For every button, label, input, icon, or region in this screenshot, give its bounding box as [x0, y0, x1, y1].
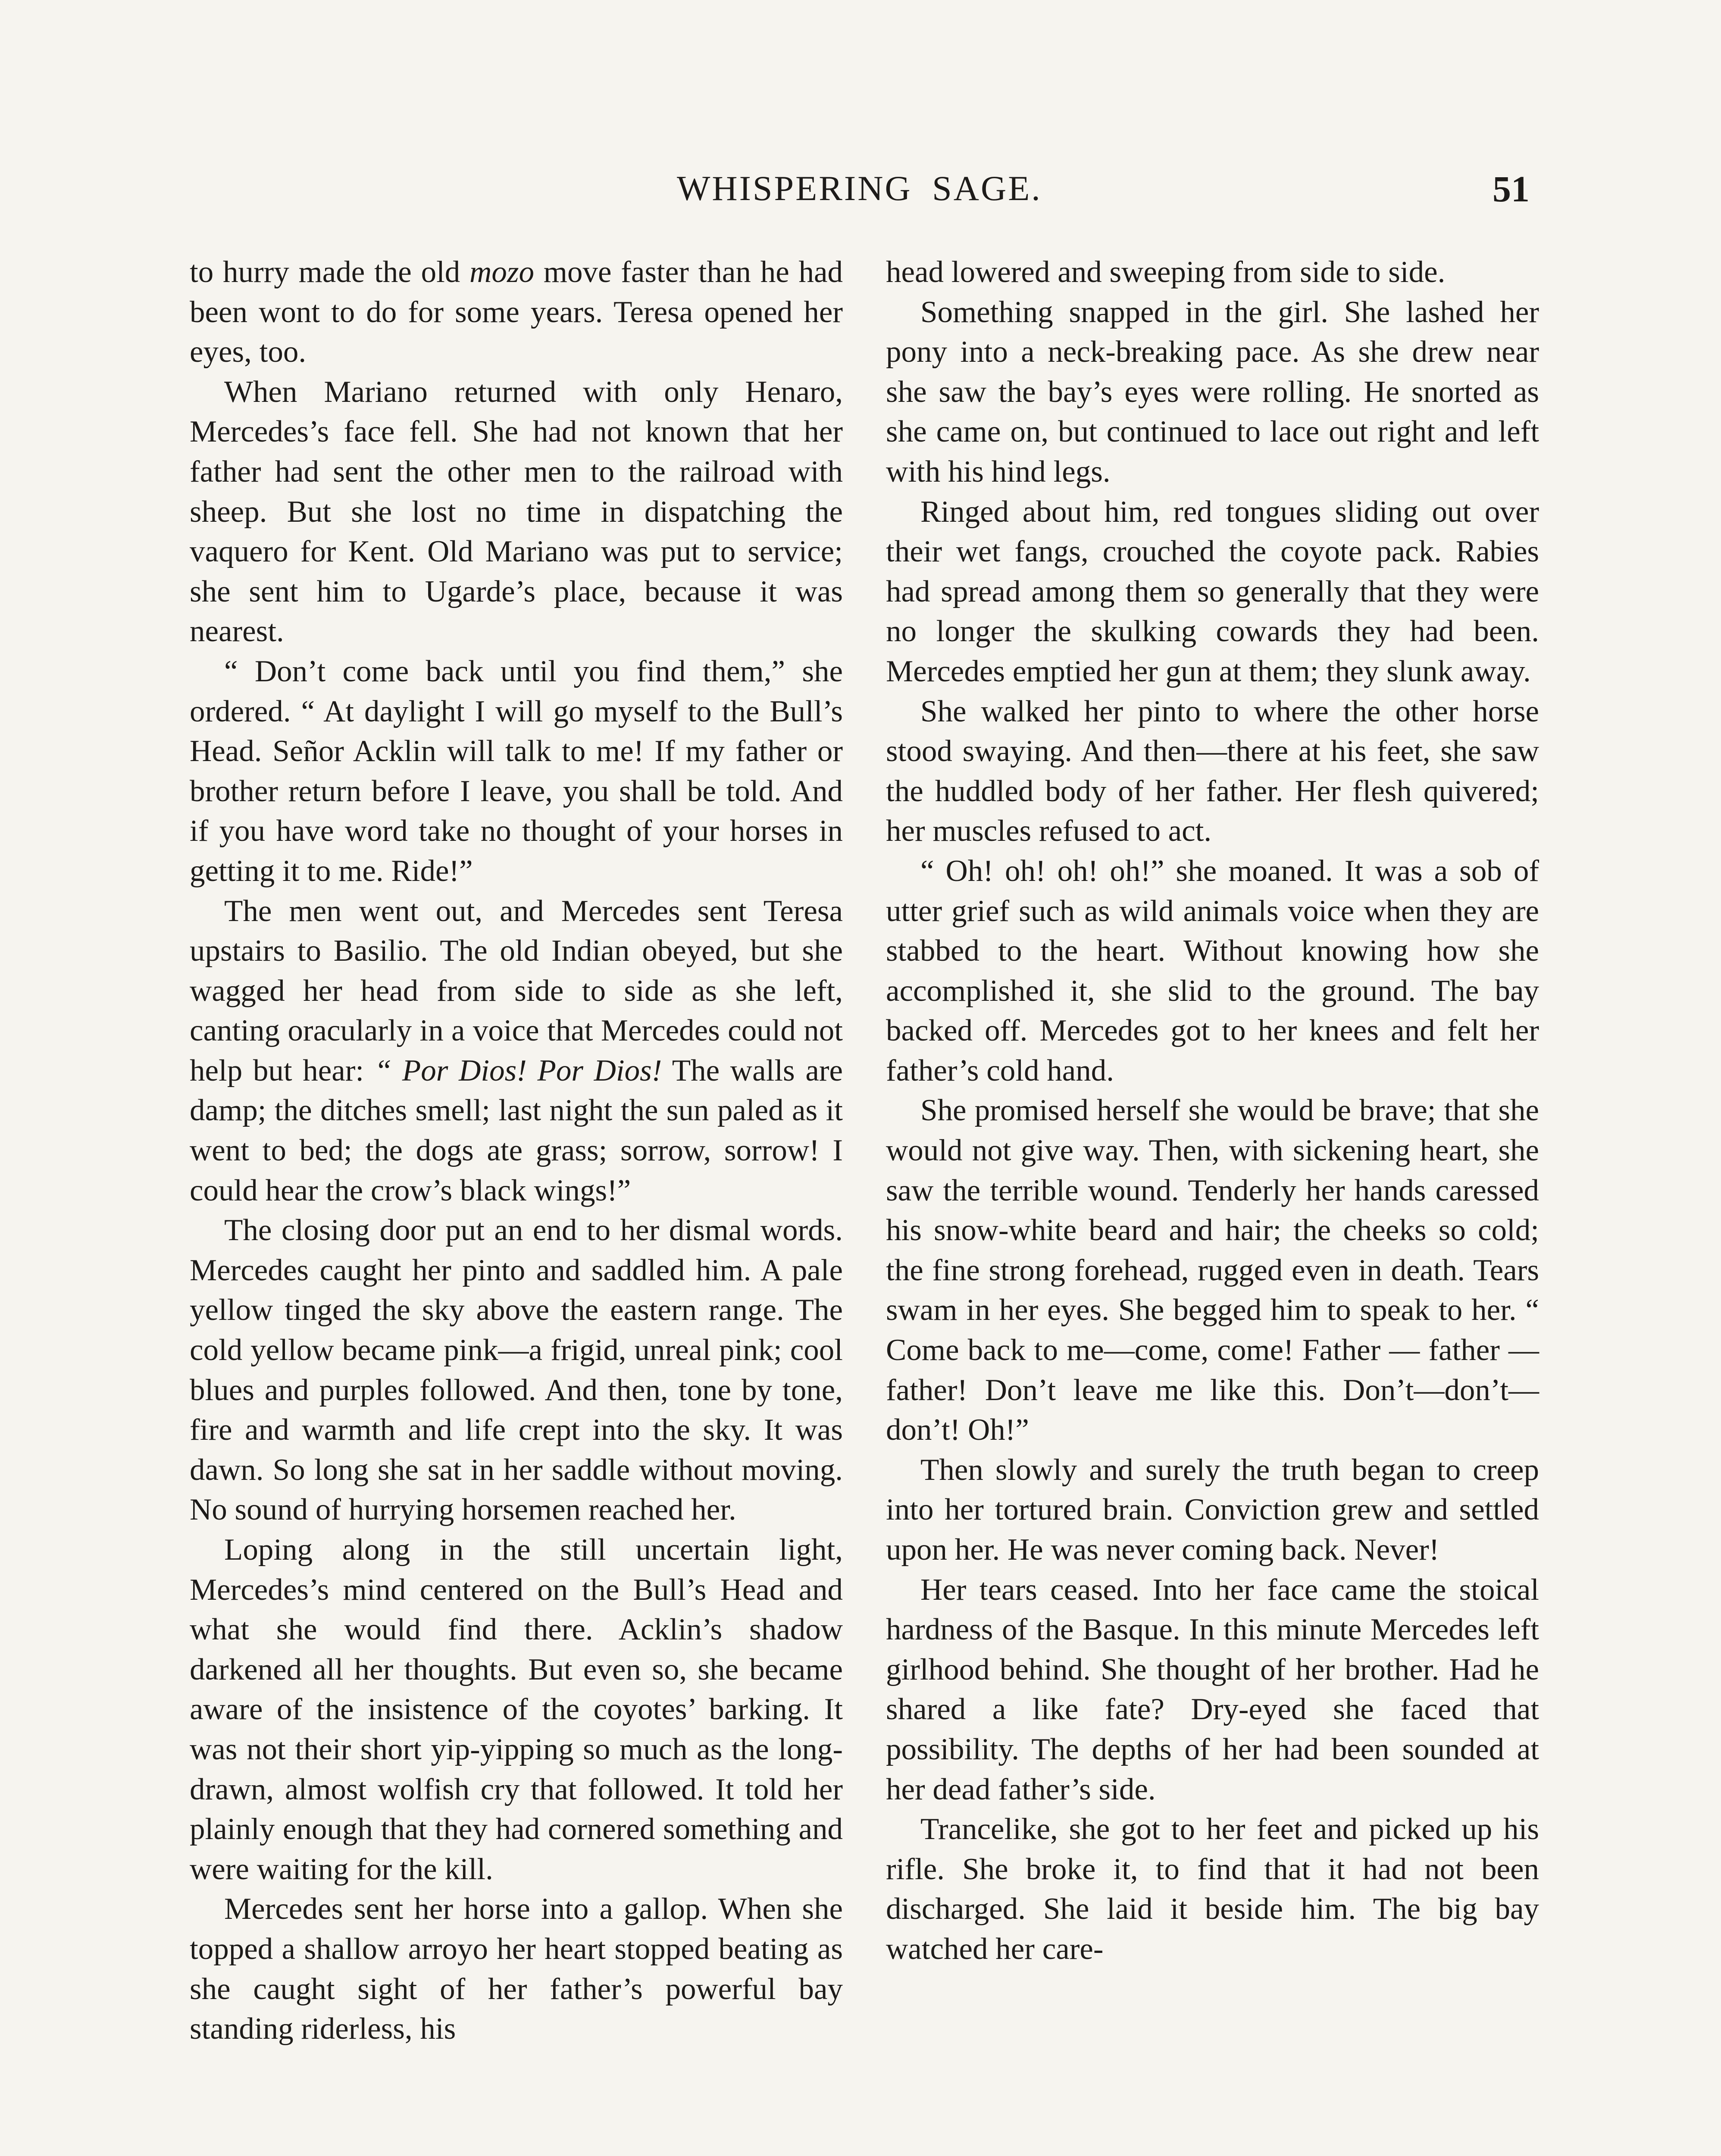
text-columns: [190, 252, 1539, 2156]
running-head: WHISPERING SAGE.: [677, 169, 1042, 208]
paragraph: Trancelike, she got to her feet and picked up his rifle. She broke it, to find that it had not been discharged. She laid it beside him. The big bay watched her care-: [886, 1812, 1539, 1966]
page-header: [0, 168, 1721, 216]
paragraph: “ Oh! oh! oh! oh!” she moaned. It was a sob of utter grief such as wild animals voice when they are stabbed to the heart. Without knowing how she accomplished it, she slid to the ground. The bay backed off. Mercedes got to her knees and felt her father’s cold hand.: [886, 854, 1539, 1087]
paragraph: Mercedes sent her horse into a gallop. When she topped a shallow arroyo her heart stopped beating as she caught sight of her father’s powerful bay standing riderless, his: [190, 1892, 843, 2046]
paragraph: Something snapped in the girl. She lashed her pony into a neck-breaking pace. As she drew near she saw the bay’s eyes were rolling. He snorted as she came on, but continued to lace out right and left with his hind legs.: [886, 295, 1539, 489]
paragraph: Then slowly and surely the truth began to creep into her tortured brain. Conviction grew and settled upon her. He was never coming back. Never!: [886, 1453, 1539, 1567]
paragraph: The closing door put an end to her dismal words. Mercedes caught her pinto and saddled him. A pale yellow tinged the sky above the eastern range. The cold yellow became pink—a frigid, unreal pink; cool blues and purples followed. And then, tone by tone, fire and warmth and life crept into the sky. It was dawn. So long she sat in her saddle without moving. No sound of hurrying horsemen reached her.: [190, 1213, 843, 1527]
paragraph: She walked her pinto to where the other horse stood swaying. And then—there at his feet, she saw the huddled body of her father. Her flesh quivered; her muscles refused to act.: [886, 694, 1539, 848]
paragraph: Loping along in the still uncertain light, Mercedes’s mind centered on the Bull’s Head and what she would find there. Acklin’s shadow darkened all her thoughts. But even so, she became aware of the insistence of the coyotes’ barking. It was not their short yip-yipping so much as the long-drawn, almost wolfish cry that followed. It told her plainly enough that they had cornered something and were waiting for the kill.: [190, 1533, 843, 1886]
paragraph: Her tears ceased. Into her face came the stoical hardness of the Basque. In this minute Mercedes left girlhood behind. She thought of her brother. Had he shared a like fate? Dry-eyed she faced that possibility. The depths of her had been sounded at her dead father’s side.: [886, 1573, 1539, 1806]
paragraph: She promised herself she would be brave; that she would not give way. Then, with sickening heart, she saw the terrible wound. Tenderly her hands caressed his snow-white beard and hair; the cheeks so cold; the fine strong forehead, rugged even in death. Tears swam in her eyes. She begged him to speak to her. “ Come back to me—come, come! Father — father — father! Don’t leave me like this. Don’t—don’t—don’t! Oh!”: [886, 1094, 1539, 1447]
left-column: [190, 252, 843, 2156]
paragraph: to hurry made the old mozo move faster than he had been wont to do for some years. Teresa opened her eyes, too.: [190, 255, 843, 369]
page-number: 51: [1493, 168, 1530, 210]
paragraph: Ringed about him, red tongues sliding out over their wet fangs, crouched the coyote pack. Rabies had spread among them so generally that they were no longer the skulking cowards they had been. Mercedes emptied her gun at them; they slunk away.: [886, 495, 1539, 688]
paragraph: When Mariano returned with only Henaro, Mercedes’s face fell. She had not known that her father had sent the other men to the railroad with sheep. But she lost no time in dispatching the vaquero for Kent. Old Mariano was put to service; she sent him to Ugarde’s place, because it was nearest.: [190, 375, 843, 649]
paragraph: head lowered and sweeping from side to side.: [886, 255, 1446, 289]
right-column: [886, 252, 1539, 2156]
paragraph: The men went out, and Mercedes sent Teresa upstairs to Basilio. The old Indian obeyed, but she wagged her head from side to side as she left, canting oracularly in a voice that Mercedes could not help but hear: “ Por Dios! Por Dios! The walls are damp; the ditches smell; last night the sun paled as it went to bed; the dogs ate grass; sorrow, sorrow! I could hear the crow’s black wings!”: [190, 894, 843, 1207]
paragraph: “ Don’t come back until you find them,” she ordered. “ At daylight I will go myself to the Bull’s Head. Señor Acklin will talk to me! If my father or brother return before I leave, you shall be told. And if you have word take no thought of your horses in getting it to me. Ride!”: [190, 654, 843, 888]
